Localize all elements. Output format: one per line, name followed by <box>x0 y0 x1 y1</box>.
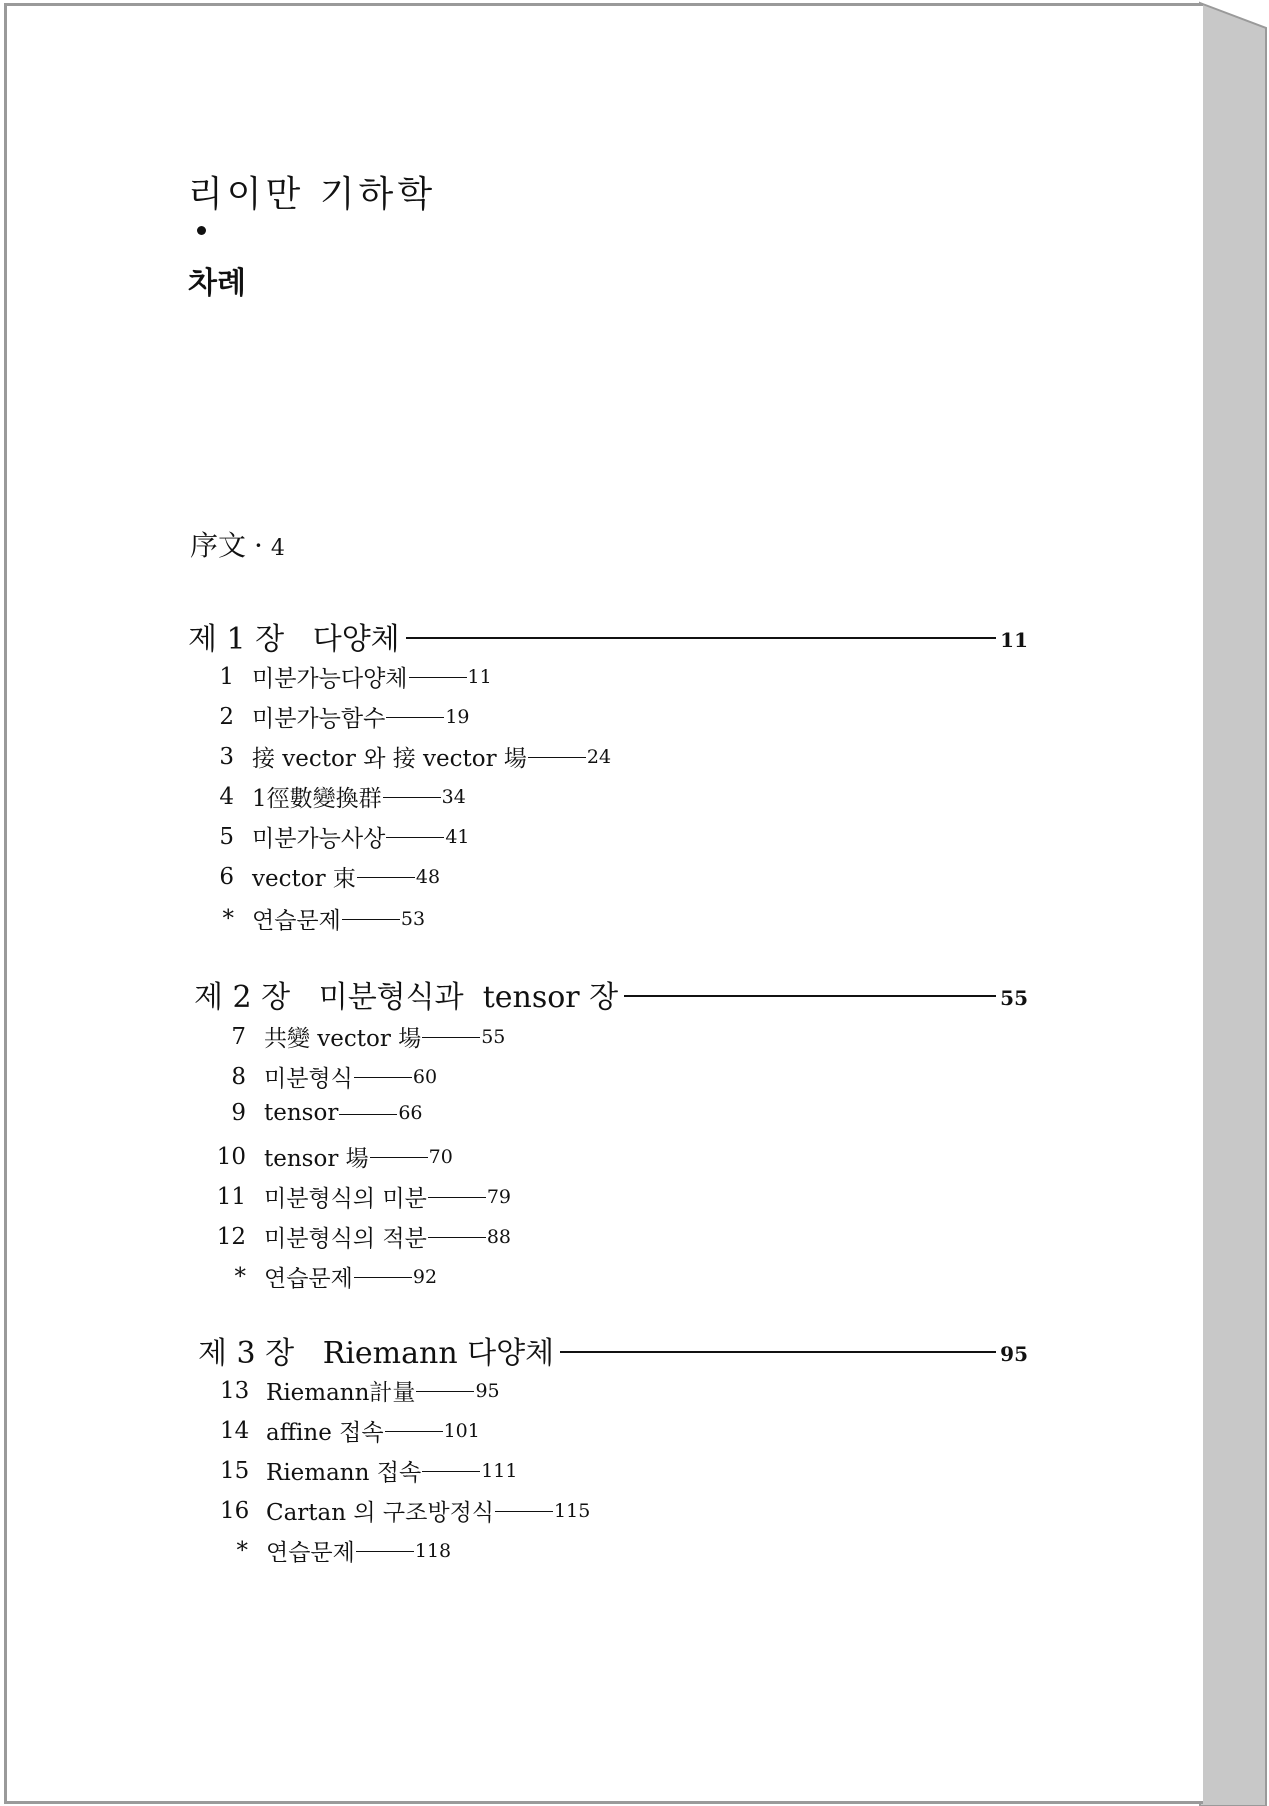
item-title: 연습문제 <box>266 1540 355 1566</box>
toc-item <box>216 1100 423 1126</box>
item-number: 4 <box>219 783 234 810</box>
item-number: 6 <box>219 863 234 890</box>
toc-item <box>220 1494 590 1527</box>
toc-item <box>220 1414 480 1447</box>
item-title: vector 束 <box>252 866 356 892</box>
toc-item <box>212 780 466 813</box>
item-title: 미분형식 <box>264 1066 353 1092</box>
item-number: 11 <box>216 1183 246 1210</box>
item-title: Riemann 접속 <box>266 1460 422 1486</box>
toc-heading: 차례 <box>188 266 246 301</box>
item-title: 연습문제 <box>252 908 341 934</box>
item-title: 미분가능사상 <box>252 826 386 852</box>
leader-dash <box>383 797 441 798</box>
toc-item <box>216 1020 505 1053</box>
leader-dash <box>339 1114 397 1115</box>
item-page: 79 <box>486 1185 512 1208</box>
item-number: 16 <box>220 1497 250 1524</box>
leader-line <box>560 1351 996 1353</box>
item-number: 14 <box>220 1417 250 1444</box>
toc-item <box>212 700 470 733</box>
leader-dash <box>386 837 444 838</box>
item-number: * <box>222 905 234 932</box>
item-title: 미분형식의 미분 <box>264 1186 427 1212</box>
item-page: 60 <box>412 1065 438 1088</box>
item-number: 2 <box>219 703 234 730</box>
item-page: 66 <box>398 1102 423 1124</box>
item-number: 12 <box>216 1223 246 1250</box>
chapter-page: 95 <box>1000 1342 1028 1366</box>
item-title: Cartan 의 구조방정식 <box>266 1500 495 1526</box>
chapter-2-heading <box>194 972 1028 1016</box>
preface-entry: 序文 · 4 <box>190 529 285 562</box>
item-title: 1徑數變換群 <box>252 786 382 812</box>
item-page: 48 <box>415 865 441 888</box>
toc-item <box>216 1140 453 1173</box>
item-title: tensor <box>264 1100 339 1126</box>
item-page: 101 <box>443 1419 480 1442</box>
item-page: 70 <box>428 1145 453 1168</box>
toc-item <box>212 902 425 935</box>
item-number: 9 <box>231 1100 246 1126</box>
leader-dash <box>370 1157 428 1158</box>
item-page: 115 <box>554 1499 591 1522</box>
leader-dash <box>422 1471 480 1472</box>
document-page <box>4 3 1203 1804</box>
leader-dash <box>354 1277 412 1278</box>
leader-dash <box>357 877 415 878</box>
toc-item <box>220 1374 500 1407</box>
chapter-1-heading <box>188 614 1028 658</box>
toc-item <box>212 660 492 693</box>
item-title: 연습문제 <box>264 1266 353 1292</box>
item-page: 11 <box>467 665 492 688</box>
item-page: 19 <box>445 705 470 728</box>
item-number: 7 <box>231 1023 246 1050</box>
item-title: Riemann計量 <box>266 1380 416 1406</box>
chapter-page: 11 <box>1000 628 1028 652</box>
preface-label: 序文 <box>190 529 247 562</box>
leader-dash <box>416 1391 474 1392</box>
chapter-title: 제 1 장 다양체 <box>188 622 400 657</box>
leader-line <box>624 995 996 997</box>
preface-page: 4 <box>270 536 285 561</box>
item-page: 88 <box>486 1225 512 1248</box>
item-title: affine 접속 <box>266 1420 384 1446</box>
leader-dash <box>428 1197 486 1198</box>
bullet-dot <box>197 226 206 235</box>
item-number: 1 <box>219 663 234 690</box>
toc-item <box>220 1534 451 1567</box>
chapter-title: 제 2 장 미분형식과 tensor 장 <box>194 980 619 1015</box>
item-title: tensor 場 <box>264 1146 369 1172</box>
leader-dash <box>495 1511 553 1512</box>
leader-dash <box>428 1237 486 1238</box>
leader-dash <box>386 717 444 718</box>
item-page: 111 <box>481 1459 518 1482</box>
chapter-page: 55 <box>1000 986 1028 1010</box>
item-page: 95 <box>475 1379 500 1402</box>
toc-item <box>216 1260 437 1293</box>
item-number: 8 <box>231 1063 246 1090</box>
item-page: 34 <box>441 785 466 808</box>
item-title: 미분형식의 적분 <box>264 1226 427 1252</box>
item-title: 미분가능다양체 <box>252 666 408 692</box>
item-number: 5 <box>219 823 234 850</box>
item-page: 41 <box>445 825 470 848</box>
item-title: 共變 vector 場 <box>264 1026 422 1052</box>
item-page: 92 <box>412 1265 438 1288</box>
toc-item <box>212 740 611 773</box>
leader-dash <box>528 757 586 758</box>
toc-item <box>220 1454 517 1487</box>
toc-item <box>212 820 470 853</box>
chapter-3-heading <box>198 1328 1028 1372</box>
leader-dash <box>342 919 400 920</box>
leader-line <box>406 637 996 639</box>
toc-item <box>212 860 440 893</box>
item-number: * <box>234 1263 246 1290</box>
item-page: 53 <box>400 907 426 930</box>
item-number: 15 <box>220 1457 250 1484</box>
toc-item <box>216 1060 437 1093</box>
book-title: 리이만 기하학 <box>188 174 437 215</box>
leader-dash <box>385 1431 443 1432</box>
toc-item <box>216 1180 511 1213</box>
leader-dash <box>354 1077 412 1078</box>
item-page: 24 <box>586 745 612 768</box>
item-title: 미분가능함수 <box>252 706 386 732</box>
item-page: 55 <box>481 1025 506 1048</box>
leader-dash <box>409 677 467 678</box>
chapter-title: 제 3 장 Riemann 다양체 <box>198 1336 555 1371</box>
item-number: 13 <box>220 1377 250 1404</box>
item-number: * <box>236 1537 248 1564</box>
toc-item <box>216 1220 511 1253</box>
leader-dash <box>356 1551 414 1552</box>
leader-dash <box>422 1037 480 1038</box>
item-number: 10 <box>216 1143 246 1170</box>
item-page: 118 <box>414 1539 452 1562</box>
item-title: 接 vector 와 接 vector 場 <box>252 746 527 772</box>
item-number: 3 <box>219 743 234 770</box>
